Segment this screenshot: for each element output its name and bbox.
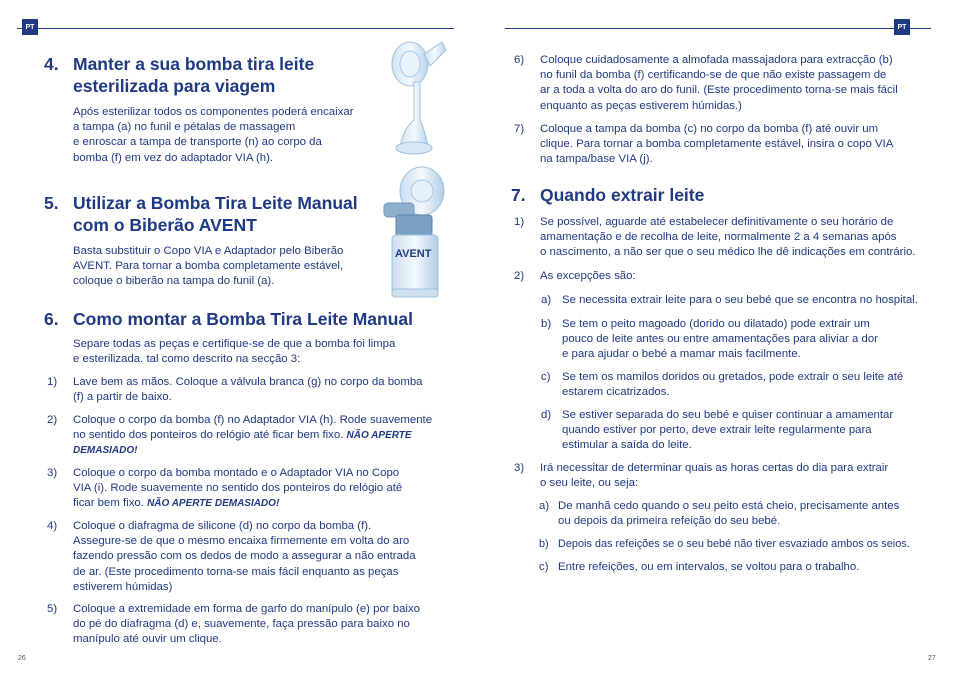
list-item: 2) Coloque o corpo da bomba (f) no Adaptador VIA (h). Rode suavemente no sentido dos ponteiros do relógio até ficar bem fixo. NÃO APERTE DEMASIADO! bbox=[73, 413, 432, 459]
section-number: 6. bbox=[44, 309, 59, 329]
header-rule bbox=[17, 28, 454, 29]
section-4-heading: 4. Manter a sua bomba tira leite esterilizada para viagem bbox=[44, 54, 315, 96]
page-number: 26 bbox=[18, 655, 26, 662]
warning-text: DEMASIADO! bbox=[73, 445, 138, 457]
product-label: AVENT bbox=[395, 248, 432, 260]
sub-list-item: a) Se necessita extrair leite para o seu bebé que se encontra no hospital. bbox=[541, 294, 918, 306]
list-item: 3) Coloque o corpo da bomba montado e o Adaptador VIA no Copo VIA (i). Rode suavemente no sentido dos ponteiros do relógio até ficar bem fixo. NÃO APERTE DEMASIADO! bbox=[47, 467, 403, 510]
sub-list-item: a) De manhã cedo quando o seu peito está cheio, precisamente antes ou depois da primeira refeição do seu bebé. bbox=[539, 500, 900, 528]
list-item: 6) Coloque cuidadosamente a almofada massajadora para extracção (b) no funil da bomba (f) certificando-se de que não existe passagem de ar a toda a volta do aro do funil. (Este procedimento torna-se mais fácil enquanto as peças estiverem húmidas.) bbox=[514, 54, 898, 112]
section-5-heading: 5. Utilizar a Bomba Tira Leite Manual com o Biberão AVENT bbox=[44, 193, 358, 235]
section-6-intro: Separe todas as peças e certifique-se de que a bomba foi limpa e esterilizada. tal como descrito na secção 3: bbox=[73, 338, 396, 366]
section-number: 4. bbox=[44, 54, 59, 74]
list-item: 1) Lave bem as mãos. Coloque a válvula branca (g) no corpo da bomba (f) a partir de baixo. bbox=[47, 376, 423, 404]
section-5-body: Basta substituir o Copo VIA e Adaptador pelo Biberão AVENT. Para tornar a bomba completamente estável, coloque o biberão na tampa do funil (a). bbox=[73, 245, 344, 288]
section-number: 5. bbox=[44, 193, 59, 213]
sub-list-item: b) Depois das refeições se o seu bebé não tiver esvaziado ambos os seios. bbox=[539, 538, 910, 550]
warning-text: NÃO APERTE DEMASIADO! bbox=[147, 498, 280, 510]
breast-pump-travel-image bbox=[384, 36, 456, 160]
sub-list-item: c) Se tem os mamilos doridos ou gretados, pode extrair o seu leite até estarem cicatrizados. bbox=[541, 371, 904, 399]
warning-text: NÃO APERTE bbox=[346, 430, 412, 442]
list-item: 5) Coloque a extremidade em forma de garfo do manípulo (e) por baixo do pé do diafragma (d) e, suavemente, faça pressão para baixo no manípulo até ouvir um clique. bbox=[47, 603, 420, 646]
list-item: 4) Coloque o diafragma de silicone (d) no corpo da bomba (f). Assegure-se de que o mesmo encaixa firmemente em volta do aro fazendo pressão com os dedos de modo a assegurar a não entrada de ar. (Este procedimento torna-se mais fácil enquanto as peças estiverem húmidas) bbox=[47, 520, 416, 593]
sub-list-item: b) Se tem o peito magoado (dorido ou dilatado) pode extrair um pouco de leite antes ou entre amamentações para aliviar a dor e para ajudar o bebé a mamar mais facilmente. bbox=[541, 318, 878, 361]
right-page bbox=[477, 0, 954, 688]
breast-pump-with-bottle-image bbox=[376, 165, 456, 305]
header-rule bbox=[505, 28, 931, 29]
sub-list-item: d) Se estiver separada do seu bebé e quiser continuar a amamentar quando estiver por perto, deve extrair leite regularmente para estimular a saída do leite. bbox=[541, 409, 894, 452]
list-item: 7) Coloque a tampa da bomba (c) no corpo da bomba (f) até ouvir um clique. Para tornar a bomba completamente estável, insira o copo VIA na tampa/base VIA (j). bbox=[514, 123, 894, 166]
language-badge: PT bbox=[894, 19, 910, 35]
section-7-heading: 7. Quando extrair leite bbox=[511, 185, 705, 205]
list-item: 2) As excepções são: bbox=[514, 270, 636, 282]
list-item: 3) Irá necessitar de determinar quais as horas certas do dia para extrair o seu leite, ou seja: bbox=[514, 462, 889, 490]
page-number: 27 bbox=[928, 655, 936, 662]
sub-list-item: c) Entre refeições, ou em intervalos, se voltou para o trabalho. bbox=[539, 561, 860, 573]
section-number: 7. bbox=[511, 185, 526, 205]
section-6-heading: 6. Como montar a Bomba Tira Leite Manual bbox=[44, 309, 414, 329]
list-item: 1) Se possível, aguarde até estabelecer definitivamente o seu horário de amamentação e de recolha de leite, normalmente 2 a 4 semanas após o nascimento, a não ser que o seu médico lhe dê indicações em contrário. bbox=[514, 216, 916, 259]
section-4-body: Após esterilizar todos os componentes poderá encaixar a tampa (a) no funil e pétalas de massagem e enroscar a tampa de transporte (n) ao corpo da bomba (f) em vez do adaptador VIA (h). bbox=[73, 106, 354, 164]
language-badge: PT bbox=[22, 19, 38, 35]
